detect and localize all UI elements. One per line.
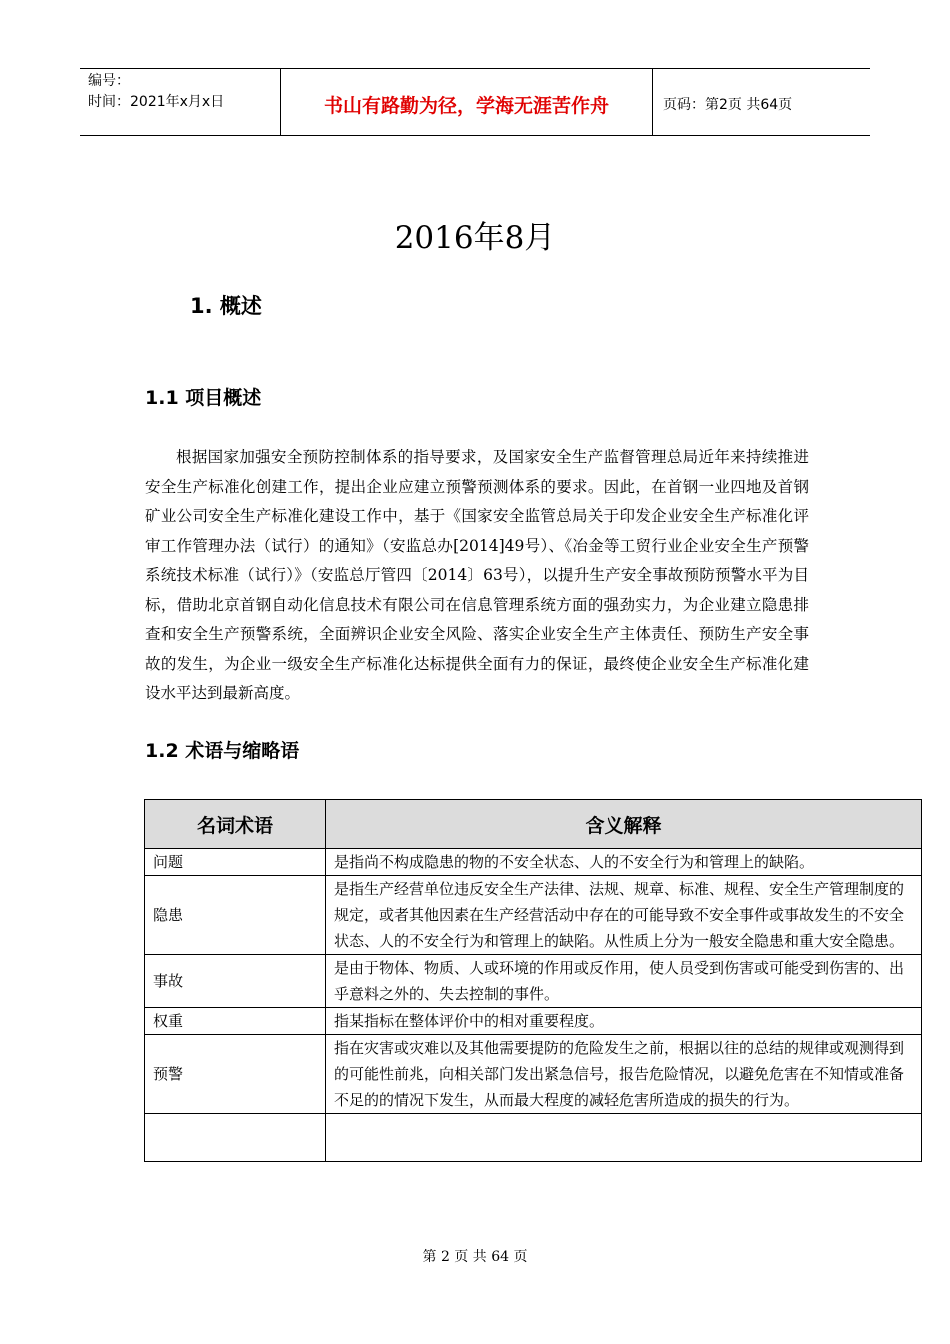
section-heading-overview: 1. 概述 xyxy=(190,294,262,318)
meaning-cell: 是由于物体、物质、人或环境的作用或反作用，使人员受到伤害或可能受到伤害的、出乎意料之外的、失去控制的事件。 xyxy=(326,955,922,1008)
header-motto: 书山有路勤为径，学海无涯苦作舟 xyxy=(281,69,653,135)
terms-table xyxy=(144,799,922,1162)
meaning-cell: 是指尚不构成隐患的物的不安全状态、人的不安全行为和管理上的缺陷。 xyxy=(326,849,922,876)
term-cell: 权重 xyxy=(145,1008,326,1035)
term-cell xyxy=(145,1114,326,1162)
table-row xyxy=(145,1008,922,1035)
table-header-row xyxy=(145,800,922,849)
time-label: 时间：2021年x月x日 xyxy=(88,94,225,110)
section-heading-terms: 1.2 术语与缩略语 xyxy=(145,740,300,762)
term-cell: 隐患 xyxy=(145,876,326,955)
date-title: 2016年8月 xyxy=(394,220,556,256)
meaning-cell: 是指生产经营单位违反安全生产法律、法规、规章、标准、规程、安全生产管理制度的规定，或者其他因素在生产经营活动中存在的可能导致不安全事件或事故发生的不安全状态、人的不安全行为和管理上的缺陷。从性质上分为一般安全隐患和重大安全隐患。 xyxy=(326,876,922,955)
code-label: 编号： xyxy=(88,73,130,89)
meaning-cell: 指在灾害或灾难以及其他需要提防的危险发生之前，根据以往的总结的规律或观测得到的可能性前兆，向相关部门发出紧急信号，报告危险情况，以避免危害在不知情或准备不足的的情况下发生，从而最大程度的减轻危害所造成的损失的行为。 xyxy=(326,1035,922,1114)
meaning-cell: 指某指标在整体评价中的相对重要程度。 xyxy=(326,1008,922,1035)
column-header-meaning: 含义解释 xyxy=(326,800,922,849)
column-header-term: 名词术语 xyxy=(145,800,326,849)
table-row xyxy=(145,849,922,876)
term-cell: 预警 xyxy=(145,1035,326,1114)
header-page-info: 页码：第2页 共64页 xyxy=(663,97,793,113)
header-meta xyxy=(80,69,281,135)
meaning-cell xyxy=(326,1114,922,1162)
project-overview-paragraph: 根据国家加强安全预防控制体系的指导要求，及国家安全生产监督管理总局近年来持续推进安全生产标准化创建工作，提出企业应建立预警预测体系的要求。因此，在首钢一业四地及首钢矿业公司安全生产标准化建设工作中，基于《国家安全监管总局关于印发企业安全生产标准化评审工作管理办法（试行）的通知》（安监总办[2014]49号）、《冶金等工贸行业企业安全生产预警系统技术标准（试行）》（安监总厅管四〔2014〕63号），以提升生产安全事故预防预警水平为目标，借助北京首钢自动化信息技术有限公司在信息管理系统方面的强劲实力，为企业建立隐患排查和安全生产预警系统，全面辨识企业安全风险、落实企业安全生产主体责任、预防生产安全事故的发生，为企业一级安全生产标准化达标提供全面有力的保证，最终使企业安全生产标准化建设水平达到最新高度。 xyxy=(145,448,809,702)
table-row xyxy=(145,876,922,955)
term-cell: 事故 xyxy=(145,955,326,1008)
page-footer: 第 2 页 共 64 页 xyxy=(422,1249,528,1265)
section-heading-project-overview: 1.1 项目概述 xyxy=(145,387,262,409)
table-row xyxy=(145,1114,922,1162)
term-cell: 问题 xyxy=(145,849,326,876)
table-row xyxy=(145,1035,922,1114)
page-header xyxy=(80,68,870,136)
table-row xyxy=(145,955,922,1008)
